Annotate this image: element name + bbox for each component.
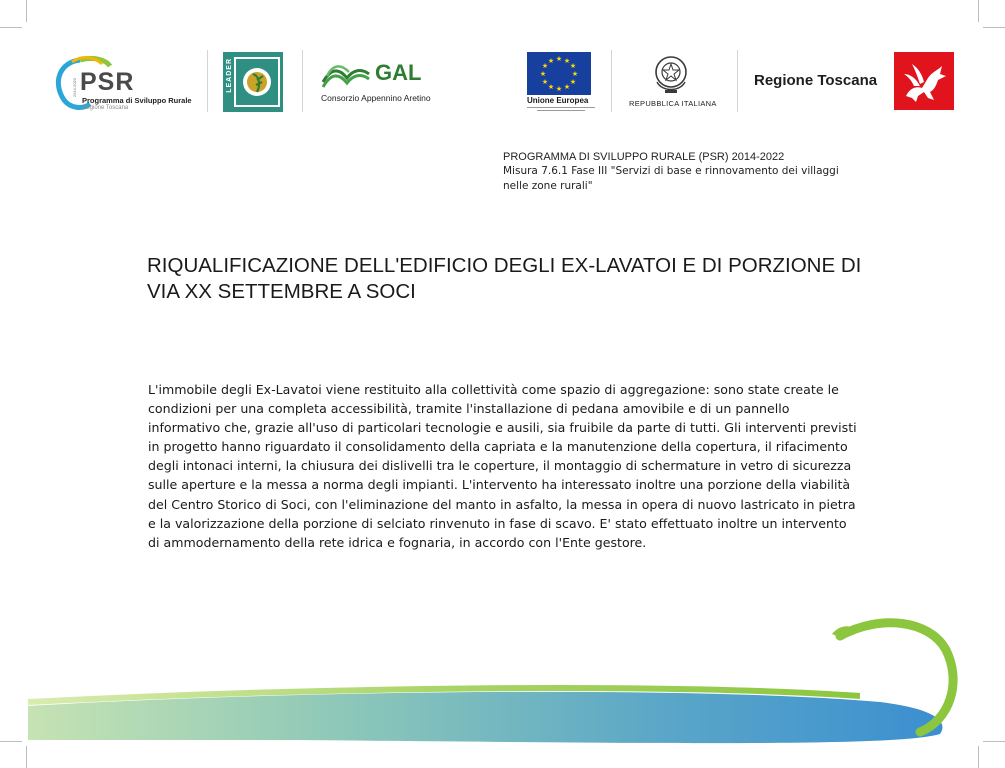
leader-text: LEADER [226, 58, 233, 93]
document-body: L'immobile degli Ex-Lavatoi viene restituito alla collettività come spazio di aggregazione: sono state create le condizioni per una completa accessibilità, tramite l'installazione di pedana amovibile e di un pannello informativo che, grazie all'uso di particolari tecnologie e ausili, sia fruibile da parte di tutti. Gli interventi previsti in progetto hanno riguardato il consolidamento della capriata e la manutenzione della copertura, il rifacimento degli intonaci interni, la chiusura dei dislivelli tra le coperture, il montaggio di schermature in vetro di sicurezza sulle aperture e la messa a norma degli impianti. L'intervento ha interessato inoltre una porzione della viabilità del Centro Storico di Soci, con l'eliminazione del manto in asfalto, la messa in opera di nuovo lastricato in pietra e la valorizzazione della porzione di selciato rinvenuto in fase di scavo. E' stato effettuato inoltre un intervento di ammodernamento della rete idrica e fognaria, in accordo con l'Ente gestore. [148, 382, 857, 550]
logo-divider [302, 50, 303, 112]
svg-text:★: ★ [555, 55, 563, 63]
svg-text:★: ★ [563, 57, 571, 65]
repubblica-text: REPUBBLICA ITALIANA [629, 99, 717, 108]
gal-text: GAL [375, 60, 422, 85]
svg-text:★: ★ [547, 83, 555, 91]
crop-mark [0, 27, 22, 28]
eu-text: Unione Europea [527, 96, 589, 105]
crop-mark [983, 27, 1005, 28]
svg-text:★: ★ [539, 70, 547, 78]
svg-text:★: ★ [569, 62, 577, 70]
logo-divider [737, 50, 738, 112]
eu-flag-icon [527, 52, 591, 95]
programma-misura: Misura 7.6.1 Fase III "Servizi di base e rinnovamento dei villaggi nelle zone rurali" [503, 165, 839, 192]
svg-text:★: ★ [541, 78, 549, 86]
decorative-swoosh [0, 610, 1005, 768]
italian-emblem-icon [652, 52, 690, 96]
psr-region: Regione Toscana [82, 105, 129, 111]
crop-mark [26, 0, 27, 22]
crop-mark [978, 0, 979, 22]
svg-text:★: ★ [563, 83, 571, 91]
logo-divider [611, 50, 612, 112]
svg-text:★: ★ [555, 85, 563, 93]
psr-subtitle: Programma di Sviluppo Rurale [82, 96, 192, 105]
gal-hills-icon [321, 60, 371, 90]
toscana-pegasus-icon [894, 52, 954, 110]
programma-block [503, 150, 903, 194]
psr-text: PSR [80, 68, 135, 96]
programma-title: PROGRAMMA DI SVILUPPO RURALE (PSR) 2014-2022 [503, 151, 785, 163]
svg-text:★: ★ [571, 70, 579, 78]
psr-years: 2014-2020 [72, 78, 77, 98]
svg-text:★: ★ [547, 57, 555, 65]
logo-divider [207, 50, 208, 112]
eu-fineprint [527, 106, 597, 112]
gal-subtitle: Consorzio Appennino Aretino [321, 93, 431, 103]
document-title: RIQUALIFICAZIONE DELL'EDIFICIO DEGLI EX-LAVATOI E DI PORZIONE DI VIA XX SETTEMBRE A SOCI [147, 254, 862, 303]
toscana-text: Regione Toscana [754, 72, 878, 89]
svg-text:★: ★ [541, 62, 549, 70]
svg-text:★: ★ [569, 78, 577, 86]
